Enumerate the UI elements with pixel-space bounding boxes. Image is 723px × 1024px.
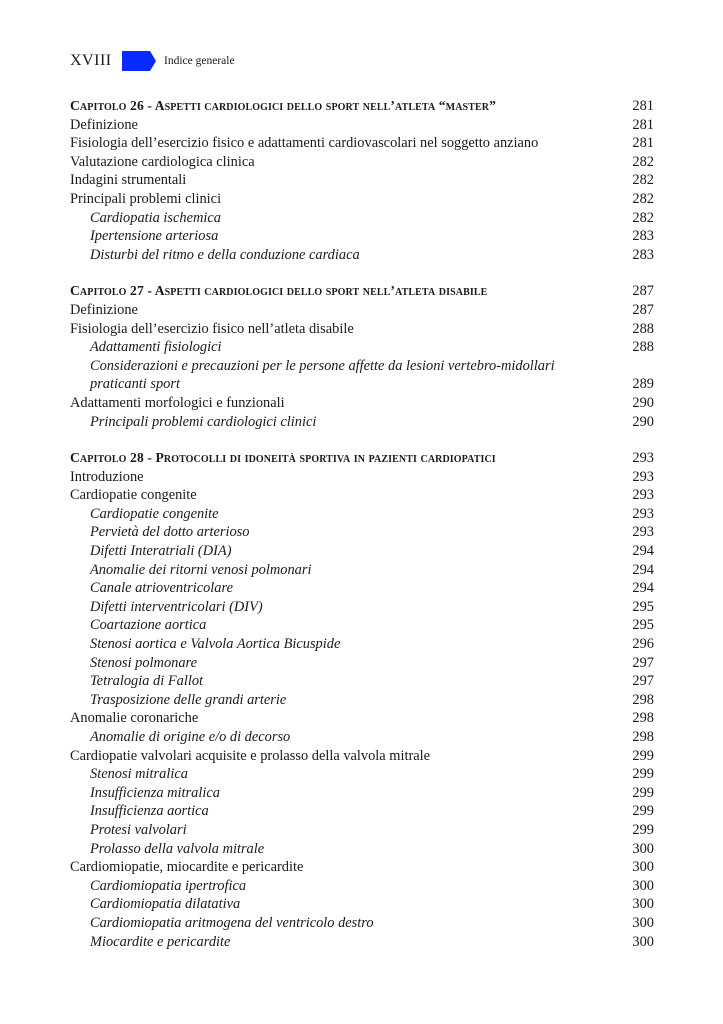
toc-subentry[interactable] [70,505,654,524]
entry-title: Anomalie di origine e/o di decorso [90,729,291,745]
page-ref: 293 [632,505,654,522]
page-ref: 300 [632,933,654,950]
entry-title: Stenosi aortica e Valvola Aortica Bicuspide [90,636,341,653]
page-ref: 281 [632,135,654,152]
entry-title: Indagini strumentali [70,172,187,189]
toc-subentry[interactable] [70,765,654,784]
chapter-heading[interactable] [70,282,654,301]
entry-title: Adattamenti fisiologici [90,339,222,356]
entry-title: Cardiomiopatie, miocardite e pericardite [70,859,304,876]
page-ref: 288 [632,320,654,337]
entry-title: Principali problemi cardiologici clinici [90,413,317,430]
page-ref: 295 [632,617,654,634]
toc-subentry[interactable] [70,821,654,840]
entry-title: Cardiopatie congenite [70,487,197,504]
page-ref: 283 [632,228,654,245]
entry-title: Pervietà del dotto arterioso [90,524,250,541]
toc-entry[interactable] [70,153,654,172]
entry-title: Insufficienza aortica [90,803,209,820]
entry-title: Valutazione cardiologica clinica [70,153,255,170]
entry-title: Stenosi polmonare [90,654,197,671]
page-ref: 300 [632,859,654,876]
flag-icon [122,51,156,71]
toc-subentry[interactable] [70,895,654,914]
entry-title: Insufficienza mitralica [90,784,220,801]
page-ref: 282 [632,172,654,189]
chapter-block [70,97,654,264]
page-ref: 300 [632,896,654,913]
toc-entry[interactable] [70,301,654,320]
entry-title: Fisiologia dell’esercizio fisico e adattamenti cardiovascolari nel soggetto anziano [70,135,539,152]
entry-title: Difetti interventricolari (DIV) [90,598,263,615]
page-ref: 297 [632,673,654,690]
toc-entry[interactable] [70,116,654,135]
entry-title: Miocardite e pericardite [90,933,231,950]
entry-title: Definizione [70,116,138,133]
page-ref: 282 [632,209,654,226]
page-ref: 281 [632,98,654,114]
toc-subentry[interactable] [70,672,654,691]
toc-entry[interactable] [70,134,654,153]
page-ref: 300 [632,914,654,931]
toc-entry[interactable] [70,171,654,190]
entry-title: Protesi valvolari [90,821,187,838]
page-ref: 299 [632,803,654,820]
page-ref: 296 [632,636,654,653]
page-ref: 287 [632,301,654,318]
entry-title: Fisiologia dell’esercizio fisico nell’atleta disabile [70,320,354,337]
page-ref: 298 [632,710,654,727]
page-number: XVIII [70,52,112,69]
page-ref: 283 [632,246,654,263]
toc-subentry[interactable] [70,209,654,228]
entry-title: Anomalie dei ritorni venosi polmonari [90,561,312,578]
entry-title: Difetti Interatriali (DIA) [90,543,232,560]
chapter-block [70,282,654,431]
page-ref: 298 [632,729,654,745]
entry-title: Considerazioni e precauzioni per le persone affette da lesioni vertebro-midollari praticanti sport [90,357,555,393]
page-ref: 281 [632,116,654,133]
entry-title: Adattamenti morfologici e funzionali [70,394,285,411]
page-ref: 299 [632,821,654,838]
entry-title: Tetralogia di Fallot [90,673,204,690]
toc-entry[interactable] [70,486,654,505]
entry-title: Introduzione [70,468,144,485]
page-ref: 290 [632,413,654,430]
toc-subentry[interactable] [70,914,654,933]
table-of-contents [70,97,654,969]
toc-entry[interactable] [70,747,654,766]
page-ref: 293 [632,468,654,485]
chapter-title: Capitolo 26 - Aspetti cardiologici dello sport nell’atleta “master” [70,98,496,113]
toc-subentry[interactable] [70,691,654,710]
toc-subentry[interactable] [70,635,654,654]
page-ref: 299 [632,766,654,783]
toc-subentry[interactable] [70,338,654,357]
page-ref: 294 [632,580,654,597]
toc-entry[interactable] [70,394,654,413]
toc-subentry[interactable] [70,561,654,580]
page-ref: 293 [632,524,654,541]
entry-title: Cardiopatia ischemica [90,209,221,226]
toc-subentry[interactable] [70,246,654,265]
toc-entry[interactable] [70,320,654,339]
entry-title: Trasposizione delle grandi arterie [90,691,287,708]
toc-subentry[interactable] [70,357,654,394]
entry-title: Principali problemi clinici [70,190,222,207]
page-ref: 282 [632,153,654,170]
page-ref: 299 [632,747,654,764]
entry-title: Anomalie coronariche [70,710,199,727]
toc-subentry[interactable] [70,227,654,246]
entry-title: Ipertensione arteriosa [90,228,219,245]
entry-title: Cardiomiopatia dilatativa [90,896,241,913]
toc-subentry[interactable] [70,877,654,896]
entry-title: Coartazione aortica [90,617,207,634]
page-ref: 282 [632,190,654,207]
toc-subentry[interactable] [70,523,654,542]
toc-subentry[interactable] [70,542,654,561]
chapter-title: Capitolo 28 - Protocolli di idoneità sportiva in pazienti cardiopatici [70,450,496,466]
entry-title: Stenosi mitralica [90,766,188,783]
page-ref: 287 [632,283,654,300]
toc-subentry[interactable] [70,579,654,598]
entry-title: Canale atrioventricolare [90,580,233,597]
toc-subentry[interactable] [70,616,654,635]
entry-title: Cardiopatie congenite [90,505,219,522]
page-ref: 295 [632,598,654,615]
page-header [70,50,235,72]
entry-title: Cardiomiopatia ipertrofica [90,877,247,894]
toc-subentry[interactable] [70,840,654,859]
entry-title: Definizione [70,301,138,318]
toc-subentry[interactable] [70,598,654,617]
toc-subentry[interactable] [70,654,654,673]
chapter-block [70,449,654,951]
toc-entry[interactable] [70,709,654,728]
page-ref: 297 [632,654,654,671]
page-ref: 300 [632,840,654,857]
toc-entry[interactable] [70,858,654,877]
toc-subentry[interactable] [70,933,654,952]
page-ref: 294 [632,561,654,578]
chapter-heading[interactable] [70,97,654,116]
toc-subentry[interactable] [70,728,654,747]
entry-title: Cardiomiopatia aritmogena del ventricolo destro [90,914,374,931]
entry-title: Disturbi del ritmo e della conduzione cardiaca [90,246,360,263]
entry-title: Cardiopatie valvolari acquisite e prolasso della valvola mitrale [70,747,431,764]
page-ref: 293 [632,487,654,504]
page-ref: 290 [632,394,654,411]
toc-subentry[interactable] [70,784,654,803]
page-ref: 289 [632,376,654,393]
toc-subentry[interactable] [70,413,654,432]
chapter-title: Capitolo 27 - Aspetti cardiologici dello sport nell’atleta disabile [70,283,488,299]
chapter-heading[interactable] [70,449,654,468]
section-title: Indice generale [164,55,235,67]
entry-title: Prolasso della valvola mitrale [90,840,265,857]
page-ref: 288 [632,339,654,356]
page-ref: 300 [632,877,654,894]
page-ref: 299 [632,784,654,801]
toc-subentry[interactable] [70,802,654,821]
page-ref: 298 [632,691,654,708]
page-ref: 293 [632,450,654,467]
toc-entry[interactable] [70,190,654,209]
toc-entry[interactable] [70,468,654,487]
page-ref: 294 [632,543,654,560]
